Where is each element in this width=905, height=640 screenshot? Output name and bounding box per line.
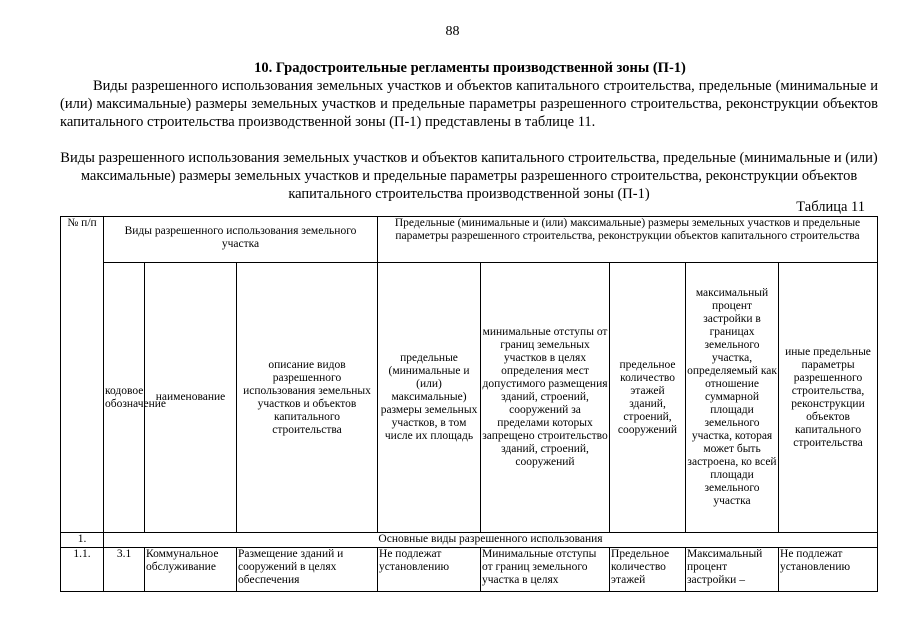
row-name: Коммунальное обслуживание — [145, 548, 237, 592]
row-other-params: Не подлежат установлению — [779, 548, 878, 592]
header-num: № п/п — [61, 217, 104, 533]
header-description: описание видов разрешенного использования земельных участков и объектов капитального строительства — [237, 263, 378, 533]
header-name: наименование — [145, 263, 237, 533]
header-setbacks: минимальные отступы от границ земельных участков в целях определения мест допустимого размещения зданий, строений, сооружений за пределами которых запрещено строительство зданий, строений, сооружений — [481, 263, 610, 533]
row-plot-size: Не подлежат установлению — [378, 548, 481, 592]
header-permitted-uses: Виды разрешенного использования земельного участка — [104, 217, 378, 263]
header-plot-size: предельные (минимальные и (или) максимальные) размеры земельных участков, в том числе их площадь — [378, 263, 481, 533]
table-caption: Виды разрешенного использования земельных участков и объектов капитального строительства, предельные (минимальные и (или) максимальные) размеры земельных участков и предельные параметры разрешенного строительства, реконструкции объектов капитального строительства производственной зоны (П-1) — [60, 150, 878, 202]
section-label: Основные виды разрешенного использования — [104, 533, 878, 548]
regulations-table — [60, 216, 878, 592]
row-setbacks: Минимальные отступы от границ земельного участка в целях — [481, 548, 610, 592]
row-description: Размещение зданий и сооружений в целях обеспечения — [237, 548, 378, 592]
row-number: 1.1. — [61, 548, 104, 592]
header-floors: предельное количество этажей зданий, строений, сооружений — [610, 263, 686, 533]
row-code: 3.1 — [104, 548, 145, 592]
header-limits: Предельные (минимальные и (или) максимальные) размеры земельных участков и предельные параметры разрешенного строительства, реконструкции объектов капитального строительства — [378, 217, 878, 263]
row-coverage: Максимальный процент застройки – — [686, 548, 779, 592]
header-code: кодовое обозначение — [104, 263, 145, 533]
header-coverage: максимальный процент застройки в границах земельного участка, определяемый как отношение суммарной площади земельного участка, которая может быть застроена, ко всей площади земельного участка — [686, 263, 779, 533]
header-other-params: иные предельные параметры разрешенного строительства, реконструкции объектов капитального строительства — [779, 263, 878, 533]
table-label: Таблица 11 — [796, 199, 865, 215]
row-floors: Предельное количество этажей — [610, 548, 686, 592]
page-number: 88 — [445, 24, 460, 39]
section-number: 1. — [61, 533, 104, 548]
intro-paragraph: Виды разрешенного использования земельных участков и объектов капитального строительства, предельные (минимальные и (или) максимальные) размеры земельных участков и предельные параметры разрешенного строительства, реконструкции объектов капитального строительства производственной зоны (П-1) представлены в таблице 11. — [60, 78, 878, 130]
section-title: 10. Градостроительные регламенты производственной зоны (П-1) — [254, 60, 686, 76]
